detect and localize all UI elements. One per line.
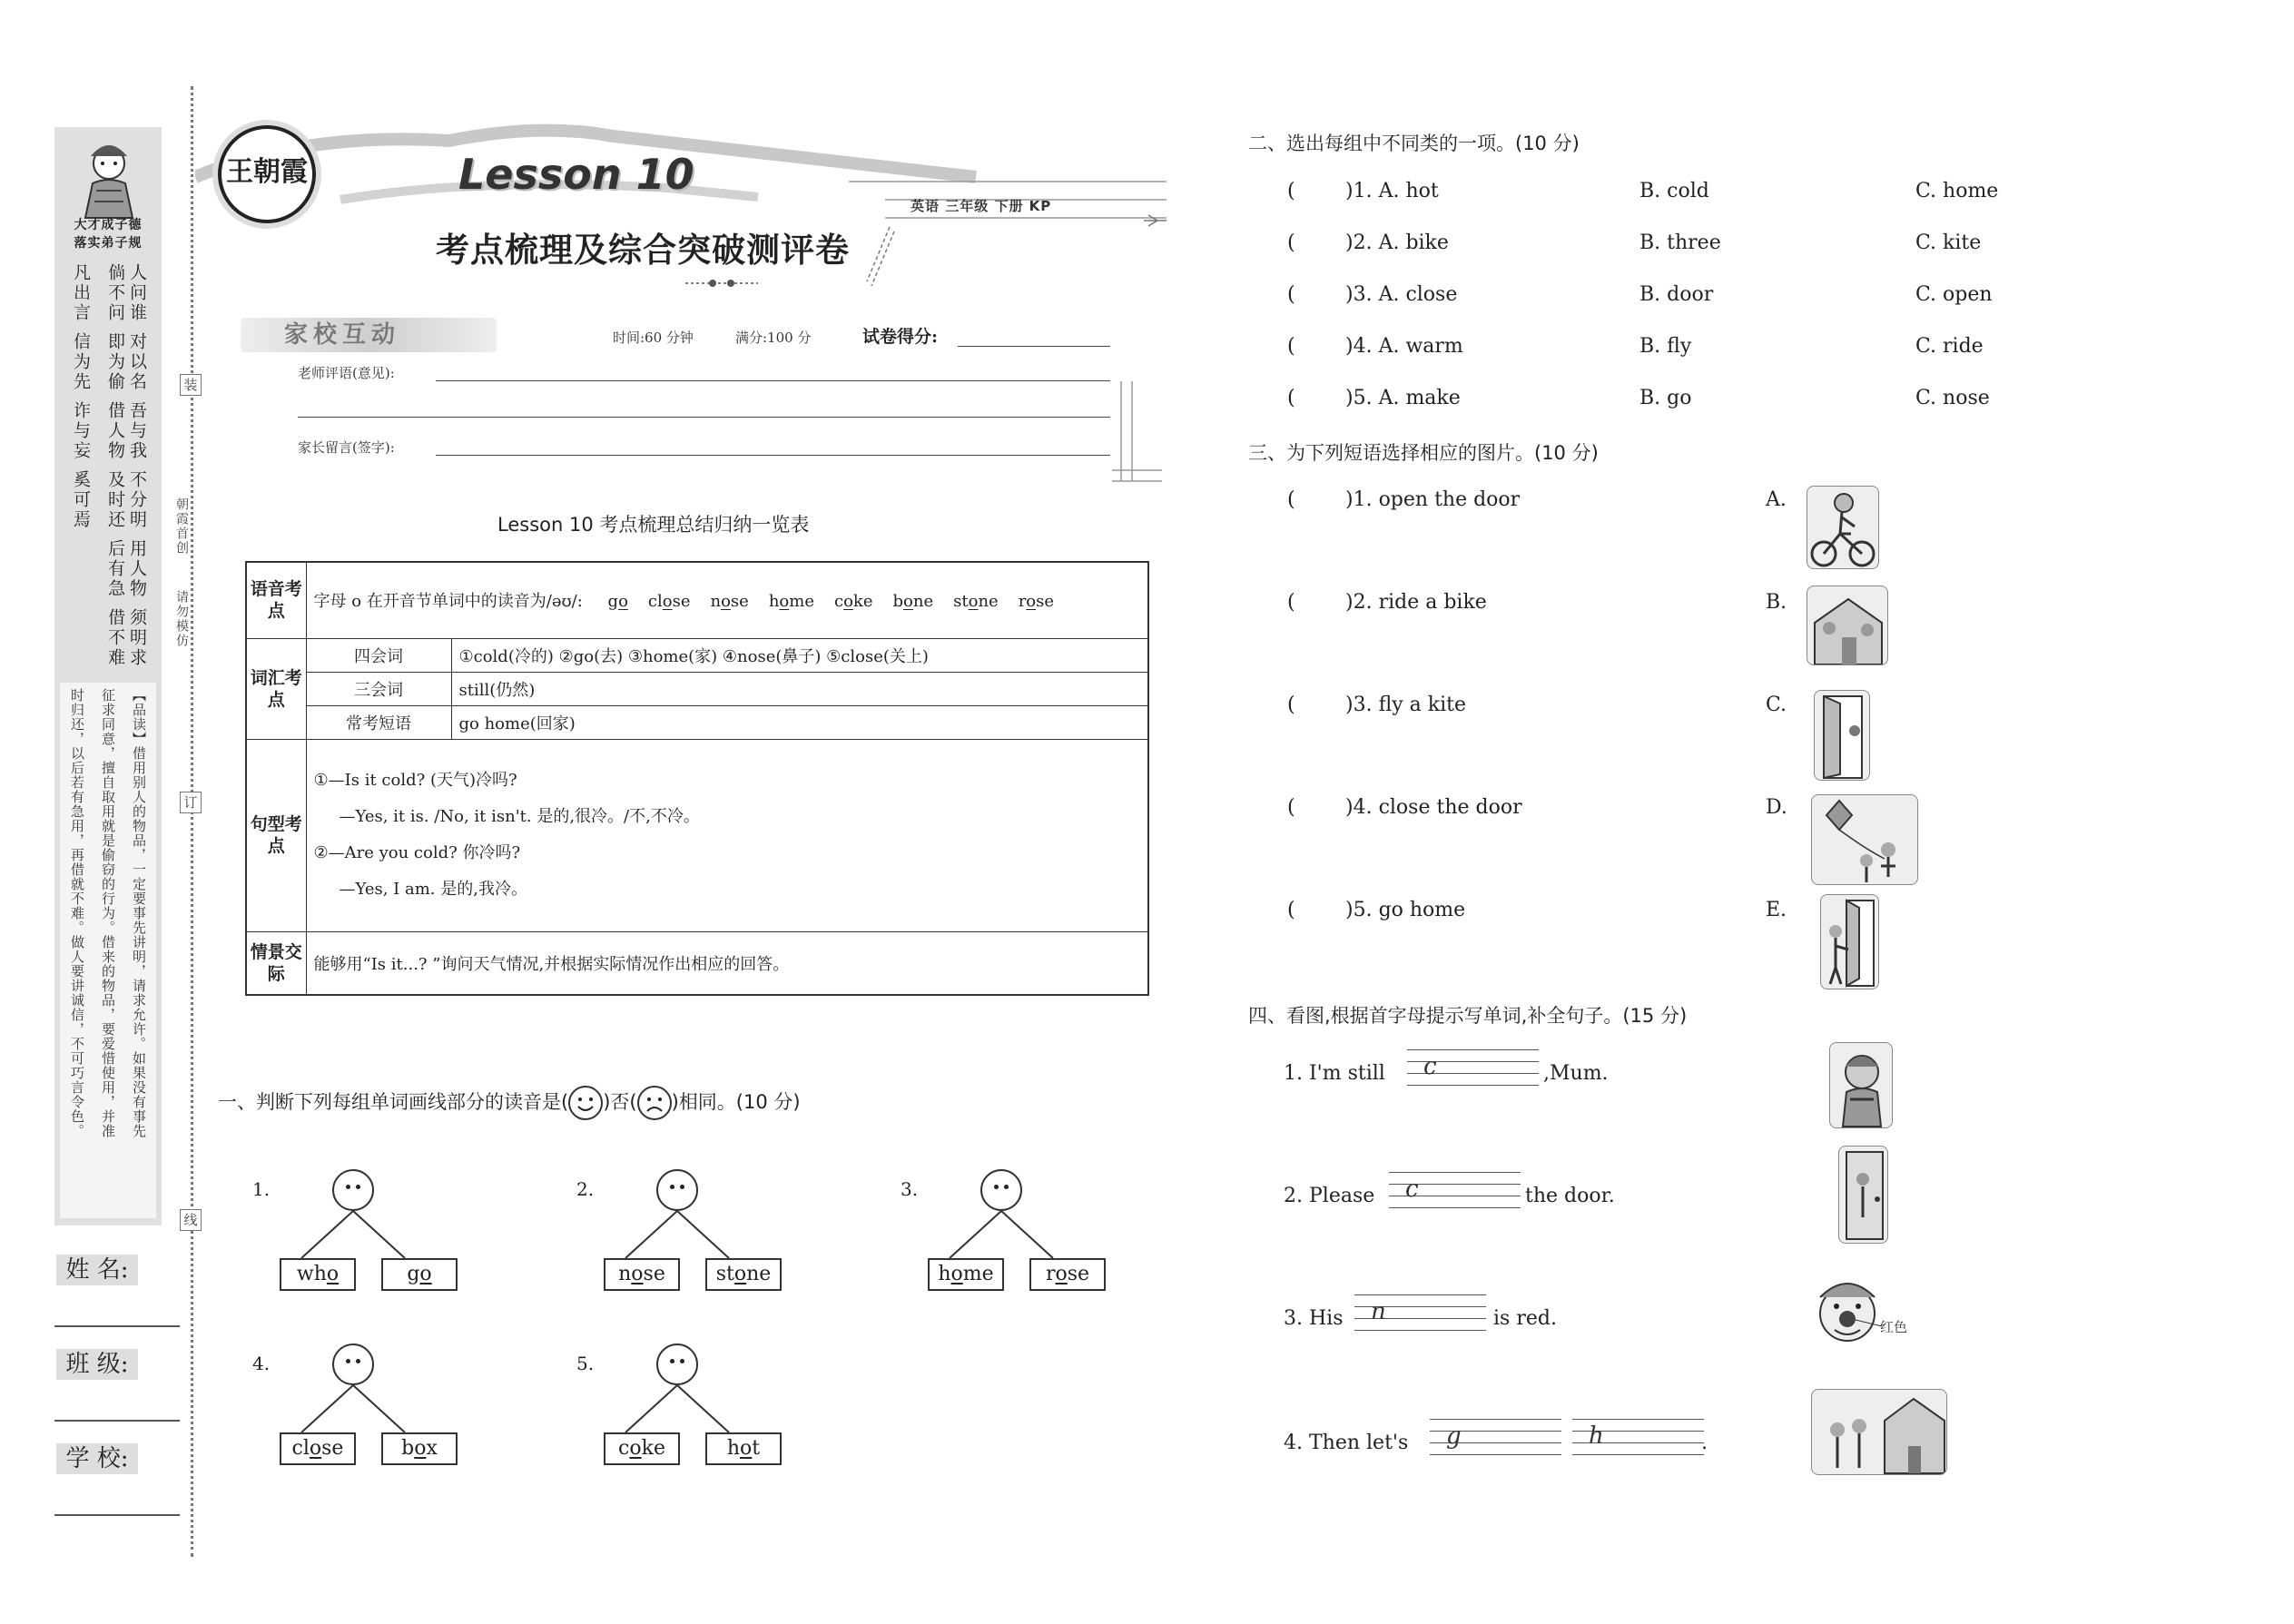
word-vowel: o — [414, 1437, 427, 1460]
word-part: h — [768, 592, 780, 612]
word-box — [1029, 1258, 1106, 1291]
word-part: me — [789, 592, 814, 612]
vocab-label: 常考短语 — [306, 705, 451, 739]
sound-tree — [252, 1169, 488, 1305]
sound-tree — [576, 1169, 812, 1305]
question-option-a: )2. A. bike — [1345, 231, 1449, 254]
quote-col: 凡出言 — [71, 263, 91, 323]
phonics-word — [769, 592, 814, 611]
writing-rule — [1389, 1207, 1521, 1208]
answer-paren[interactable]: ( — [1287, 335, 1295, 358]
word-part: cl — [647, 592, 663, 612]
motto-line-2: 落实弟子规 — [74, 236, 143, 251]
word-part: r — [1045, 1263, 1056, 1285]
word-vowel: o — [779, 592, 790, 612]
word-vowel: o — [1055, 1263, 1068, 1285]
cut-char: 线 — [180, 1209, 202, 1231]
section2-heading: 二、选出每组中不同类的一项。(10 分) — [1248, 133, 1580, 154]
word-vowel: o — [662, 592, 673, 612]
picture-letter: C. — [1766, 694, 1787, 716]
quote-col: 及时还 — [105, 470, 125, 530]
question-option-c: C. kite — [1915, 231, 1982, 254]
teacher-comment-field-2[interactable] — [298, 398, 1110, 418]
word-part: g — [407, 1263, 420, 1285]
answer-paren[interactable]: ( — [1287, 899, 1295, 921]
cut-char: 订 — [180, 792, 202, 813]
word-box — [381, 1432, 458, 1465]
quote-col: 须明求 — [127, 608, 147, 668]
face-icon — [656, 1343, 698, 1385]
brand-logo — [218, 125, 316, 223]
answer-paren[interactable]: ( — [1287, 283, 1295, 306]
writing-rule — [1407, 1049, 1539, 1050]
writing-rule — [1430, 1419, 1561, 1420]
section1-heading-text: )相同。(10 分) — [671, 1091, 801, 1113]
word-vowel: o — [1026, 592, 1037, 612]
word-part: b — [892, 592, 904, 612]
writing-rule — [1407, 1085, 1539, 1086]
sentence-end: ,Mum. — [1543, 1062, 1609, 1085]
word-box — [928, 1258, 1004, 1291]
question-option-b: B. cold — [1639, 180, 1709, 202]
answer-paren[interactable]: ( — [1287, 796, 1295, 819]
first-letter-hint: n — [1371, 1298, 1386, 1325]
copyright-notice: 请勿模仿 — [174, 590, 189, 648]
word-part: g — [607, 592, 619, 612]
copyright-notice: 朝霞首创 — [174, 497, 189, 556]
writing-rule — [1389, 1172, 1521, 1173]
phrase: )3. fly a kite — [1345, 694, 1466, 716]
vocab-label: 四会词 — [306, 638, 451, 672]
sad-face-icon — [637, 1086, 672, 1120]
home-school-badge: 家校互动 — [241, 318, 497, 352]
writing-rule — [1572, 1454, 1704, 1455]
phonics-word — [710, 592, 748, 611]
question-option-c: C. nose — [1915, 387, 1990, 409]
word-vowel: o — [733, 1263, 747, 1285]
parent-message-field[interactable] — [436, 436, 1110, 456]
face-icon — [332, 1343, 374, 1385]
first-letter-hint: c — [1405, 1176, 1419, 1203]
word-part: se — [1067, 1263, 1090, 1285]
item-number: 1. — [252, 1178, 271, 1200]
left-margin-strip — [54, 127, 162, 1225]
paper-score-label: 试卷得分: — [862, 327, 939, 347]
word-vowel: o — [843, 592, 853, 612]
smiley-face-icon — [568, 1086, 603, 1120]
item-number: 5. — [576, 1353, 595, 1374]
section4-heading: 四、看图,根据首字母提示写单词,补全句子。(15 分) — [1248, 1005, 1688, 1027]
word-part: se — [643, 1263, 665, 1285]
writing-rule — [1354, 1294, 1486, 1295]
word-part: cl — [291, 1437, 310, 1460]
sentence-line: ①—Is it cold? (天气)冷吗? — [313, 771, 517, 790]
scholar-illustration — [74, 136, 143, 220]
sound-tree — [576, 1343, 812, 1480]
quote-col: 后有急 — [105, 539, 125, 599]
sentence-start: 2. Please — [1284, 1185, 1375, 1207]
section1-heading-text: )否( — [603, 1091, 637, 1113]
word-part: x — [426, 1437, 438, 1460]
quote-col: 人问谁 — [127, 263, 147, 323]
quote-col: 对以名 — [127, 332, 147, 392]
word-part: c — [833, 592, 844, 612]
name-label: 姓 名: — [56, 1255, 138, 1285]
word-box — [604, 1258, 680, 1291]
phonics-row — [306, 562, 1148, 638]
face-icon — [332, 1169, 374, 1211]
word-box — [381, 1258, 458, 1291]
pindu-col: 征求同意，擅自取用就是偷窃的行为。借来的物品，要爱惜使用，并准 — [100, 688, 116, 1138]
sound-tree — [252, 1343, 488, 1480]
word-part: se — [321, 1437, 344, 1460]
red-color-label: 红色 — [1880, 1319, 1908, 1335]
sentence-cell — [306, 739, 1148, 931]
pindu-col: 时归还，以后若有急用，再借就不难。做人要讲诚信，不可巧言令色。 — [69, 688, 85, 1138]
sentence-end: . — [1701, 1432, 1708, 1454]
picture-letter: B. — [1766, 591, 1787, 614]
phonics-category: 语音考点 — [246, 562, 306, 638]
quote-col: 不分明 — [127, 470, 147, 530]
picture-d-fly-kite — [1811, 794, 1918, 885]
word-part: me — [962, 1263, 994, 1285]
vocab-value: go home(回家) — [451, 705, 1148, 739]
word-part: wh — [296, 1263, 327, 1285]
situation-category: 情景交际 — [246, 931, 306, 995]
question-option-b: B. go — [1639, 387, 1692, 409]
cut-line — [191, 86, 193, 1557]
vocab-label: 三会词 — [306, 672, 451, 705]
cut-char: 装 — [180, 374, 202, 396]
first-letter-hint: g — [1446, 1422, 1462, 1450]
word-vowel: o — [968, 592, 979, 612]
phonics-word — [834, 592, 873, 611]
word-box — [705, 1258, 782, 1291]
word-part: ke — [852, 592, 873, 612]
picture-letter: A. — [1766, 488, 1787, 511]
picture-letter: D. — [1766, 796, 1787, 819]
word-part: r — [1018, 592, 1027, 612]
picture-clown-nose — [1807, 1269, 1908, 1353]
phonics-word — [648, 592, 691, 611]
quote-col: 倘不问 — [105, 263, 125, 323]
vocab-category: 词汇考点 — [246, 638, 306, 739]
word-part: st — [953, 592, 969, 612]
writing-rule — [1354, 1330, 1486, 1331]
section1-heading-text: 一、判断下列每组单词画线部分的读音是( — [218, 1091, 569, 1113]
motto-line-1: 大才成子德 — [74, 218, 143, 232]
paper-score-field[interactable] — [958, 327, 1110, 347]
quote-col: 奚可焉 — [71, 470, 91, 530]
sentence-start: 4. Then let's — [1284, 1432, 1409, 1454]
summary-heading: Lesson 10 考点梳理总结归纳一览表 — [497, 514, 810, 536]
score-label: 满分:100 分 — [735, 330, 812, 346]
answer-paren[interactable]: ( — [1287, 488, 1295, 511]
picture-letter: E. — [1766, 899, 1787, 921]
word-part: n — [710, 592, 722, 612]
phrase: )1. open the door — [1345, 488, 1521, 511]
word-part: c — [618, 1437, 630, 1460]
phonics-prefix: 字母 o 在开音节单词中的读音为/əʊ/: — [313, 592, 583, 612]
quote-col: 借不难 — [105, 608, 125, 668]
word-part: ne — [912, 592, 934, 612]
word-vowel: o — [618, 592, 628, 612]
sentence-line: —Yes, I am. 是的,我冷。 — [339, 880, 527, 899]
sentence-end: the door. — [1525, 1185, 1615, 1207]
quote-col: 即为偷 — [105, 332, 125, 392]
picture-a-ride-bike — [1807, 486, 1879, 569]
answer-blank[interactable] — [1354, 1294, 1486, 1334]
word-part: h — [726, 1437, 741, 1460]
vocab-value: still(仍然) — [451, 672, 1148, 705]
phonics-word — [608, 592, 628, 611]
class-field[interactable] — [54, 1420, 180, 1422]
item-number: 3. — [901, 1178, 919, 1200]
question-option-c: C. ride — [1915, 335, 1984, 358]
answer-paren[interactable]: ( — [1287, 591, 1295, 614]
quote-col: 借人物 — [105, 401, 125, 461]
sound-tree — [901, 1169, 1137, 1305]
answer-blank[interactable] — [1407, 1049, 1539, 1089]
word-vowel: o — [903, 592, 913, 612]
class-label: 班 级: — [56, 1349, 138, 1380]
quote-col: 信为先 — [71, 332, 91, 392]
word-part: h — [938, 1263, 951, 1285]
section1-heading — [218, 1086, 801, 1120]
question-option-b: B. fly — [1639, 335, 1692, 358]
word-part: se — [1036, 592, 1055, 612]
picture-go-home — [1811, 1389, 1947, 1475]
word-vowel: o — [631, 1263, 644, 1285]
picture-c-door — [1814, 690, 1870, 781]
word-box — [604, 1432, 680, 1465]
word-part: se — [672, 592, 691, 612]
vocab-value: ①cold(冷的) ②go(去) ③home(家) ④nose(鼻子) ⑤close(关上) — [451, 638, 1148, 672]
sentence-line: ②—Are you cold? 你冷吗? — [313, 843, 521, 862]
school-label: 学 校: — [56, 1443, 138, 1474]
item-number: 2. — [576, 1178, 595, 1200]
word-part: st — [715, 1263, 734, 1285]
brand-logo-text: 王朝霞 — [226, 156, 308, 188]
question-option-a: )4. A. warm — [1345, 335, 1463, 358]
section3-heading: 三、为下列短语选择相应的图片。(10 分) — [1248, 442, 1599, 464]
question-option-c: C. home — [1915, 180, 1999, 202]
phrase: )4. close the door — [1345, 796, 1522, 819]
item-number: 4. — [252, 1353, 271, 1374]
word-part: b — [401, 1437, 415, 1460]
word-vowel: o — [629, 1437, 642, 1460]
first-letter-hint: c — [1423, 1053, 1437, 1080]
face-icon — [980, 1169, 1022, 1211]
phrase: )5. go home — [1345, 899, 1466, 921]
phrase: )2. ride a bike — [1345, 591, 1487, 614]
answer-blank[interactable] — [1572, 1419, 1704, 1459]
lesson-title: Lesson 10 — [458, 150, 694, 199]
picture-close-door — [1838, 1146, 1888, 1244]
situation-text: 能够用“Is it...? ”询问天气情况,并根据实际情况作出相应的回答。 — [306, 931, 1148, 995]
teacher-comment-label: 老师评语(意见): — [298, 365, 395, 381]
question-option-a: )1. A. hot — [1345, 180, 1439, 202]
school-field[interactable] — [54, 1514, 180, 1516]
writing-rule — [1572, 1419, 1704, 1420]
face-icon — [656, 1169, 698, 1211]
sentence-end: is red. — [1493, 1307, 1557, 1330]
parent-message-label: 家长留言(签字): — [298, 439, 395, 456]
word-vowel: o — [419, 1263, 432, 1285]
answer-paren[interactable]: ( — [1287, 180, 1295, 202]
question-option-a: )3. A. close — [1345, 283, 1458, 306]
name-field[interactable] — [54, 1325, 180, 1327]
time-label: 时间:60 分钟 — [613, 330, 694, 346]
question-option-c: C. open — [1915, 283, 1993, 306]
phonics-word — [1019, 592, 1054, 611]
quote-col: 用人物 — [127, 539, 147, 599]
teacher-comment-field[interactable] — [436, 361, 1110, 381]
phonics-words — [588, 592, 1055, 611]
grade-info: 英语 三年级 下册 KP — [911, 198, 1052, 214]
first-letter-hint: h — [1589, 1422, 1604, 1450]
sentence-category: 句型考点 — [246, 739, 306, 931]
word-vowel: o — [740, 1437, 753, 1460]
sentence-start: 1. I'm still — [1284, 1062, 1385, 1085]
pindu-col: 【品读】借用别人的物品，一定要事先讲明，请求允许。如果没有事先 — [131, 688, 147, 1138]
word-part: ne — [746, 1263, 772, 1285]
word-box — [280, 1258, 356, 1291]
phonics-word — [892, 592, 933, 611]
picture-b-go-home — [1807, 586, 1888, 665]
exam-title: 考点梳理及综合突破测评卷 — [436, 230, 850, 270]
picture-e-open-door — [1820, 894, 1879, 989]
question-option-a: )5. A. make — [1345, 387, 1461, 409]
word-box — [705, 1432, 782, 1465]
sentence-line: —Yes, it is. /No, it isn't. 是的,很冷。/不,不冷。 — [339, 807, 700, 826]
question-option-b: B. three — [1639, 231, 1721, 254]
word-vowel: o — [309, 1437, 322, 1460]
word-vowel: o — [950, 1263, 963, 1285]
answer-paren[interactable]: ( — [1287, 231, 1295, 254]
answer-blank[interactable] — [1430, 1419, 1561, 1459]
word-part: ke — [641, 1437, 665, 1460]
question-option-b: B. door — [1639, 283, 1714, 306]
word-vowel: o — [721, 592, 731, 612]
frame-decoration — [1112, 381, 1167, 490]
answer-paren[interactable]: ( — [1287, 694, 1295, 716]
quote-col: 吾与我 — [127, 401, 147, 461]
answer-blank[interactable] — [1389, 1172, 1521, 1212]
word-box — [280, 1432, 356, 1465]
word-part: se — [730, 592, 749, 612]
phonics-word — [953, 592, 999, 611]
picture-cold-child — [1829, 1042, 1893, 1128]
writing-rule — [1430, 1454, 1561, 1455]
pindu-box — [60, 683, 156, 1218]
sentence-start: 3. His — [1284, 1307, 1344, 1330]
summary-table — [245, 561, 1149, 996]
word-vowel: o — [326, 1263, 340, 1285]
quote-col: 诈与妄 — [71, 401, 91, 461]
word-part: n — [618, 1263, 632, 1285]
word-part: ne — [978, 592, 999, 612]
word-part: t — [752, 1437, 761, 1460]
answer-paren[interactable]: ( — [1287, 387, 1295, 409]
